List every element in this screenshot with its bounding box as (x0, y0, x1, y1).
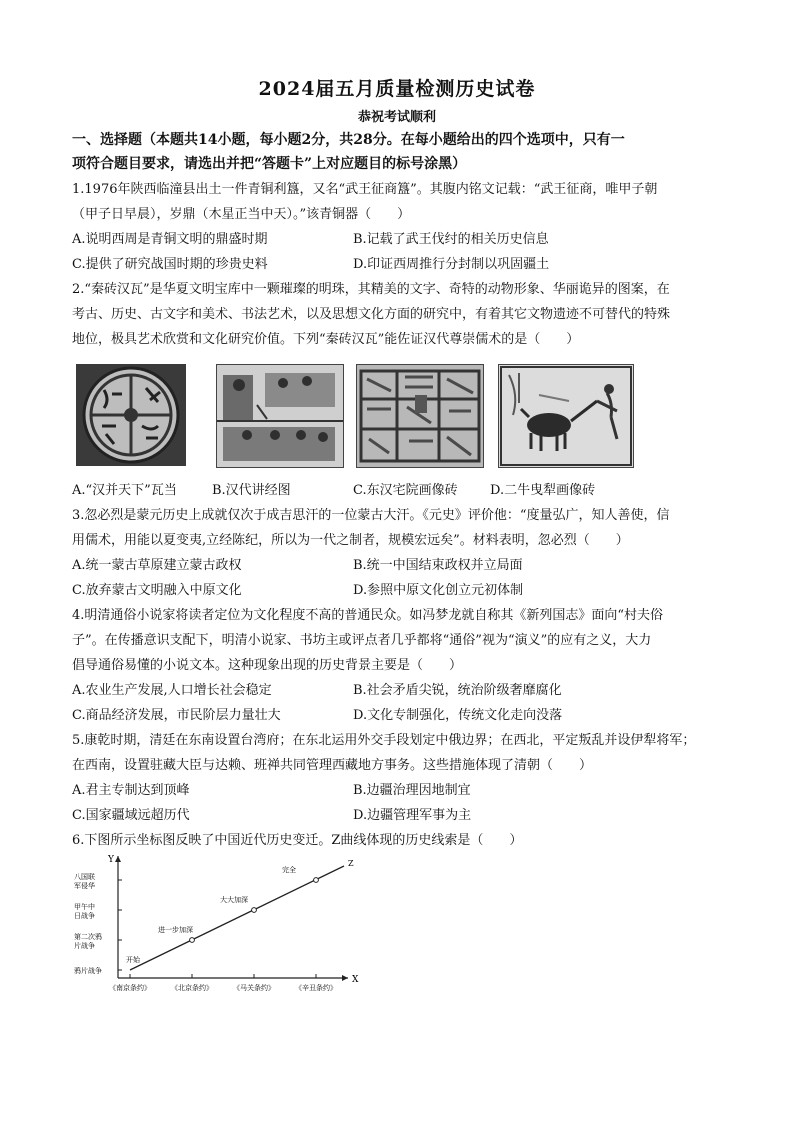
curve-point-label: 开始 (126, 956, 140, 964)
q4-option-a: A.农业生产发展,人口增长社会稳定 (72, 683, 272, 698)
q1-option-c: C.提供了研究战国时期的珍贵史料 (72, 257, 268, 272)
q3-stem-line-1: 3.忽必烈是蒙元历史上成就仅次于成吉思汗的一位蒙古大汗。《元史》评价他：“度量弘广，知人善使，信 (72, 508, 670, 523)
q1-option-d: D.印证西周推行分封制以巩固疆土 (353, 257, 550, 272)
curve-z-label: Z (348, 859, 354, 868)
x-tick-label: 《北京条约》 (171, 984, 213, 992)
q4-option-d: D.文化专制强化，传统文化走向没落 (353, 708, 563, 723)
q5-option-a: A.君主专制达到顶峰 (72, 783, 190, 798)
q3-option-c: C.放弃蒙古文明融入中原文化 (72, 583, 242, 598)
curve-point (314, 878, 319, 883)
courtyard-brick-image (356, 364, 484, 468)
q5-stem-line-1: 5.康乾时期，清廷在东南设置台湾府；在东北运用外交手段划定中俄边界；在西北，平定叛乱并设伊犁将军； (72, 733, 696, 748)
q2-option-d: D.二牛曳犁画像砖 (490, 483, 596, 498)
q3-option-b: B.统一中国结束政权并立局面 (353, 558, 523, 573)
q4-stem-line-1: 4.明清通俗小说家将读者定位为文化程度不高的普通民众。如冯梦龙就自称其《新列国志》面向“村夫俗 (72, 608, 664, 623)
curve-point-label: 大大加深 (220, 896, 248, 904)
q5-option-d: D.边疆管理军事为主 (353, 808, 472, 823)
y-tick-label: 鸦片战争 (74, 967, 102, 975)
x-axis-arrow (342, 975, 348, 981)
curve-point-label: 进一步加深 (158, 926, 193, 934)
q4-option-c: C.商品经济发展，市民阶层力量壮大 (72, 708, 281, 723)
q4-stem-line-3: 倡导通俗易懂的小说文本。这种现象出现的历史背景主要是（ ） (72, 658, 463, 673)
q1-option-b: B.记载了武王伐纣的相关历史信息 (353, 232, 549, 247)
exam-subtitle: 恭祝考试顺利 (357, 110, 436, 125)
q1-option-a: A.说明西周是青铜文明的鼎盛时期 (72, 232, 268, 247)
y-tick-label: 第二次鸦片战争 (74, 933, 102, 950)
section-heading-line-2: 项符合题目要求，请选出并把“答题卡”上对应题目的标号涂黑） (72, 156, 467, 172)
section-heading-line-1: 一、选择题（本题共14小题，每小题2分，共28分。在每小题给出的四个选项中，只有一 (72, 132, 625, 148)
curve-point-label: 完全 (282, 866, 296, 874)
q1-stem-line-2: （甲子日早晨），岁鼎（木星正当中天）。”该青铜器（ ） (72, 207, 411, 222)
q3-option-d: D.参照中原文化创立元初体制 (353, 583, 524, 598)
q4-stem-line-2: 子”。在传播意识支配下，明清小说家、书坊主或评点者几乎都将“通俗”视为“演义”的应有之义，大力 (72, 633, 652, 648)
lecture-scene-image (216, 364, 344, 468)
q5-stem-line-2: 在西南，设置驻藏大臣与达赖、班禅共同管理西藏地方事务。这些措施体现了清朝（ ） (72, 758, 593, 773)
q2-option-b: B.汉代讲经图 (212, 483, 291, 498)
x-tick-label: 《辛丑条约》 (295, 984, 337, 992)
x-tick-label: 《马关条约》 (233, 984, 275, 992)
q6-stem-line-1: 6.下图所示坐标图反映了中国近代历史变迁。Z曲线体现的历史线索是（ ） (72, 833, 523, 848)
q2-option-a: A.“汉并天下”瓦当 (72, 483, 177, 498)
q5-option-c: C.国家疆域远超历代 (72, 808, 190, 823)
y-tick-label: 甲午中日战争 (74, 903, 95, 920)
q6-chart (72, 848, 372, 998)
q2-stem-line-2: 考古、历史、古文字和美术、书法艺术，以及思想文化方面的研究中，有着其它文物遗迹不可替代的特殊 (72, 307, 671, 322)
q2-option-c: C.东汉宅院画像砖 (353, 483, 458, 498)
y-axis-arrow (115, 856, 121, 862)
exam-title: 2024届五月质量检测历史试卷 (258, 78, 536, 100)
q1-stem-line-1: 1.1976年陕西临潼县出土一件青铜利簋，又名“武王征商簋”。其腹内铭文记载：“武王征商，唯甲子朝 (72, 182, 658, 197)
y-axis-label: Y (108, 855, 114, 865)
ox-plough-brick-image (498, 364, 634, 468)
q2-stem-line-1: 2.“秦砖汉瓦”是华夏文明宝库中一颗璀璨的明珠，其精美的文字、奇特的动物形象、华丽诡异的图案，在 (72, 282, 670, 297)
y-tick-label: 八国联军侵华 (74, 873, 95, 890)
x-tick-label: 《南京条约》 (109, 984, 151, 992)
q2-stem-line-3: 地位，极具艺术欣赏和文化研究价值。下列“秦砖汉瓦”能佐证汉代尊崇儒术的是（ ） (72, 332, 580, 347)
q5-option-b: B.边疆治理因地制宜 (353, 783, 471, 798)
q4-option-b: B.社会矛盾尖锐，统治阶级奢靡腐化 (353, 683, 562, 698)
curve-z (130, 866, 344, 970)
curve-point (252, 908, 257, 913)
q3-stem-line-2: 用儒术，用能以夏变夷,立经陈纪，所以为一代之制者，规模宏远矣”。材料表明，忽必烈（ ） (72, 533, 629, 548)
q3-option-a: A.统一蒙古草原建立蒙古政权 (72, 558, 242, 573)
curve-point (190, 938, 195, 943)
x-axis-label: X (352, 975, 359, 985)
tile-eaves-image (76, 364, 186, 466)
